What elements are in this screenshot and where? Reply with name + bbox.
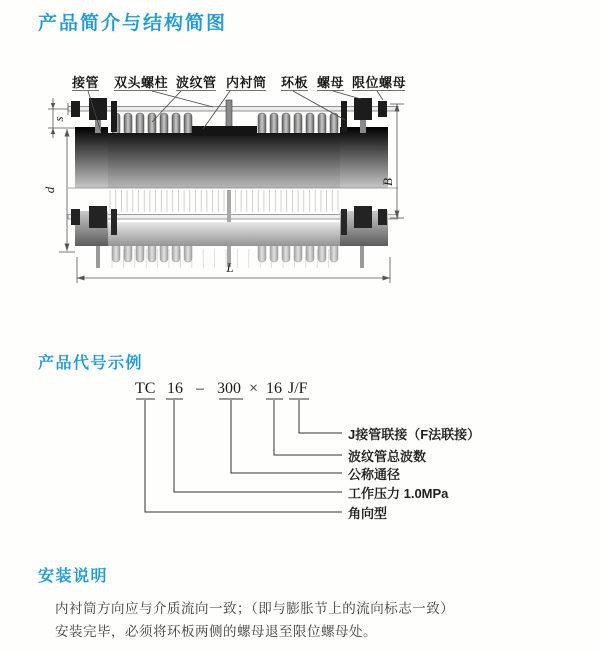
arrow — [51, 103, 55, 109]
pipe-end-left — [75, 127, 108, 188]
install-line-2: 安装完毕，必须将环板两侧的螺母退至限位螺母处。 — [55, 624, 377, 639]
connector-connect — [299, 400, 342, 433]
code-part-waves: 16 — [266, 380, 282, 397]
code-part-times: × — [249, 380, 259, 397]
ring-plate-right — [341, 101, 347, 132]
section-title-code: 产品代号示例 — [38, 355, 144, 372]
label-neichentong: 内衬筒 — [226, 75, 267, 90]
code-part-type: TC — [135, 380, 156, 397]
limit-nut-right-bottom — [378, 209, 387, 225]
code-connector-lines — [0, 340, 600, 535]
label-luomu: 螺母 — [317, 75, 345, 90]
label-huanban: 环板 — [281, 75, 309, 90]
ring-plate-left — [111, 101, 117, 132]
code-part-diameter: 300 — [217, 380, 241, 397]
dim-label-b: B — [380, 178, 395, 186]
dim-label-s: s — [51, 116, 66, 122]
leader-shuangtouluozhu — [152, 91, 213, 107]
nut-right — [354, 98, 372, 120]
code-part-pressure: 16 — [167, 380, 183, 397]
connector-diameter — [231, 400, 342, 473]
label-xianweiluomu: 限位螺母 — [352, 75, 407, 90]
label-bowenguan: 波纹管 — [176, 75, 217, 90]
liner-collar — [192, 126, 257, 136]
dim-label-l: L — [226, 260, 234, 275]
dim-label-d: d — [42, 186, 57, 194]
legend-diameter: 公称通径 — [348, 467, 401, 482]
label-jieguan: 接管 — [72, 75, 100, 90]
nut-right-bottom — [354, 206, 372, 228]
leader-luomu — [333, 91, 361, 99]
install-line-1: 内衬筒方向应与介质流向一致；（即与膨胀节上的流向标志一致） — [55, 601, 455, 616]
limit-nut-left-bottom — [71, 209, 80, 225]
nut-left-bottom — [89, 206, 107, 228]
ring-plate-left-bottom — [111, 209, 117, 235]
connector-type — [145, 400, 342, 512]
bellows-body-bottom — [106, 222, 342, 246]
leader-xianweiluomu — [377, 91, 383, 100]
limit-nut-left — [71, 101, 80, 117]
label-shuangtouluozhu: 双头螺柱 — [114, 75, 169, 90]
arrow — [65, 244, 70, 252]
connector-waves — [274, 400, 342, 455]
legend-connect-type: J接管联接（F法联接） — [348, 427, 481, 442]
nut-left — [89, 98, 107, 120]
code-part-connect: J/F — [288, 380, 308, 397]
center-stud-top — [226, 100, 232, 128]
stud-right — [360, 119, 366, 133]
page-title: 产品简介与结构简图 — [38, 13, 228, 34]
connector-pressure — [174, 400, 342, 492]
section-title-install: 安装说明 — [38, 568, 109, 585]
limit-nut-right — [378, 101, 387, 117]
arrow — [77, 276, 85, 281]
arrow — [65, 129, 70, 137]
bellows-body-top — [106, 133, 342, 188]
stud-left — [95, 119, 101, 133]
legend-type: 角向型 — [348, 506, 388, 521]
arrow — [383, 276, 391, 281]
legend-wave-count: 波纹管总波数 — [348, 449, 427, 464]
ring-plate-right-bottom — [341, 209, 347, 235]
legend-pressure: 工作压力 1.0MPa — [348, 486, 449, 501]
arrow — [51, 128, 55, 134]
code-part-dash: – — [196, 380, 204, 397]
tie-rod-top — [68, 107, 398, 112]
